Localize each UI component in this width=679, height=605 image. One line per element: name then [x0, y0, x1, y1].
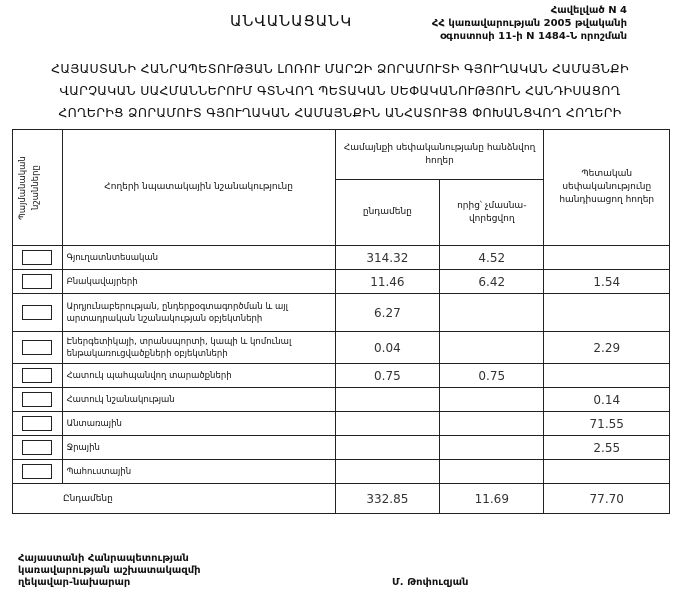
total-cell: 314.32	[335, 246, 439, 270]
symbol-cell	[13, 364, 63, 388]
state-cell: 2.29	[544, 332, 670, 364]
totals-of-which: 11.69	[440, 484, 544, 514]
header-total: ընդամենը	[335, 180, 439, 246]
purpose-cell: Գյուղատնտեսական	[62, 246, 335, 270]
total-cell: 0.75	[335, 364, 439, 388]
totals-row	[13, 484, 670, 514]
heading-line: ՀԱՅԱՍՏԱՆԻ ՀԱՆՐԱՊԵՏՈՒԹՅԱՆ ԼՈՌՈՒ ՄԱՐԶԻ ՁՈՐԱՄՈՒՏԻ ԳՅՈՒՂԱԿԱՆ ՀԱՄԱՅՆՔԻ	[51, 61, 629, 76]
position-line: ղեկավար-նախարար	[18, 577, 131, 588]
of-which-cell	[440, 294, 544, 332]
purpose-cell: Անտառային	[62, 412, 335, 436]
header-purpose: Հողերի նպատակային նշանակությունը	[62, 130, 335, 246]
legend-symbol	[22, 305, 52, 320]
state-cell: 0.14	[544, 388, 670, 412]
legend-symbol	[22, 250, 52, 265]
header-of-which: որից՝ չմասնա-վորեցվող	[440, 180, 544, 246]
purpose-cell: Ջրային	[62, 436, 335, 460]
purpose-cell: Արդյունաբերության, ընդերքօգտագործման և այլ արտադրական նշանակության օբյեկտների	[62, 294, 335, 332]
annex-line: ՀՀ կառավարության 2005 թվականի	[431, 18, 627, 29]
legend-symbol	[22, 340, 52, 355]
state-cell: 1.54	[544, 270, 670, 294]
legend-symbol	[22, 274, 52, 289]
symbol-cell	[13, 388, 63, 412]
legend-symbol	[22, 416, 52, 431]
table-row	[13, 412, 670, 436]
land-table	[12, 129, 670, 514]
symbol-cell	[13, 270, 63, 294]
total-cell	[335, 388, 439, 412]
state-cell	[544, 246, 670, 270]
symbol-cell	[13, 460, 63, 484]
of-which-cell	[440, 412, 544, 436]
of-which-cell: 4.52	[440, 246, 544, 270]
symbol-cell	[13, 412, 63, 436]
table-row	[13, 436, 670, 460]
of-which-cell	[440, 332, 544, 364]
table-row	[13, 364, 670, 388]
legend-symbol	[22, 440, 52, 455]
annex-line: օգոստոսի 11-ի N 1484-Ն որոշման	[439, 31, 627, 42]
table-row	[13, 270, 670, 294]
legend-symbol	[22, 392, 52, 407]
table-row	[13, 246, 670, 270]
of-which-cell	[440, 388, 544, 412]
symbol-cell	[13, 436, 63, 460]
total-cell: 6.27	[335, 294, 439, 332]
total-cell: 0.04	[335, 332, 439, 364]
purpose-cell: Էներգետիկայի, տրանսպորտի, կապի և կոմունալ ենթակառուցվածքների օբյեկտների	[62, 332, 335, 364]
totals-total: 332.85	[335, 484, 439, 514]
header-symbols-text: Պայմանական նշանները	[18, 155, 41, 220]
purpose-cell: Բնակավայրերի	[62, 270, 335, 294]
signatory-name: Մ. Թոփուզյան	[392, 577, 469, 588]
signatory-position	[18, 553, 201, 589]
state-cell	[544, 364, 670, 388]
state-cell: 2.55	[544, 436, 670, 460]
document-heading	[20, 58, 660, 124]
table-row	[13, 460, 670, 484]
state-cell	[544, 460, 670, 484]
position-line: կառավարության աշխատակազմի	[18, 565, 201, 576]
total-cell	[335, 412, 439, 436]
annex-reference	[432, 4, 627, 43]
total-cell	[335, 436, 439, 460]
legend-symbol	[22, 464, 52, 479]
symbol-cell	[13, 294, 63, 332]
purpose-cell: Հատուկ պահպանվող տարածքների	[62, 364, 335, 388]
symbol-cell	[13, 332, 63, 364]
of-which-cell: 6.42	[440, 270, 544, 294]
total-cell: 11.46	[335, 270, 439, 294]
of-which-cell	[440, 436, 544, 460]
state-cell	[544, 294, 670, 332]
header-community: Համայնքի սեփականությանը հանձնվող հողեր	[335, 130, 544, 180]
total-cell	[335, 460, 439, 484]
document-title: ԱՆՎԱՆԱՑԱՆԿ	[230, 12, 353, 30]
of-which-cell	[440, 460, 544, 484]
heading-line: ՀՈՂԵՐԻՑ ՁՈՐԱՄՈՒՏ ԳՅՈՒՂԱԿԱՆ ՀԱՄԱՅՆՔԻՆ ԱՆՀԱՏՈՒՅՑ ՓՈԽԱՆՑՎՈՂ ՀՈՂԵՐԻ	[58, 105, 622, 120]
legend-symbol	[22, 368, 52, 383]
table-row	[13, 388, 670, 412]
state-cell: 71.55	[544, 412, 670, 436]
purpose-cell: Պահուստային	[62, 460, 335, 484]
table-row	[13, 332, 670, 364]
annex-line: Հավելված N 4	[550, 5, 627, 16]
of-which-cell: 0.75	[440, 364, 544, 388]
header-state: Պետական սեփականությունը հանդիսացող հողեր	[544, 130, 670, 246]
symbol-cell	[13, 246, 63, 270]
position-line: Հայաստանի Հանրապետության	[18, 553, 189, 564]
table-row	[13, 294, 670, 332]
heading-line: ՎԱՐՉԱԿԱՆ ՍԱՀՄԱՆՆԵՐՈՒՄ ԳՏՆՎՈՂ ՊԵՏԱԿԱՆ ՍԵՓԱԿԱՆՈՒԹՅՈՒՆ ՀԱՆԴԻՍԱՑՈՂ	[59, 83, 621, 98]
purpose-cell: Հատուկ նշանակության	[62, 388, 335, 412]
header-symbols	[13, 130, 63, 246]
totals-state: 77.70	[544, 484, 670, 514]
totals-label: Ընդամենը	[13, 484, 336, 514]
